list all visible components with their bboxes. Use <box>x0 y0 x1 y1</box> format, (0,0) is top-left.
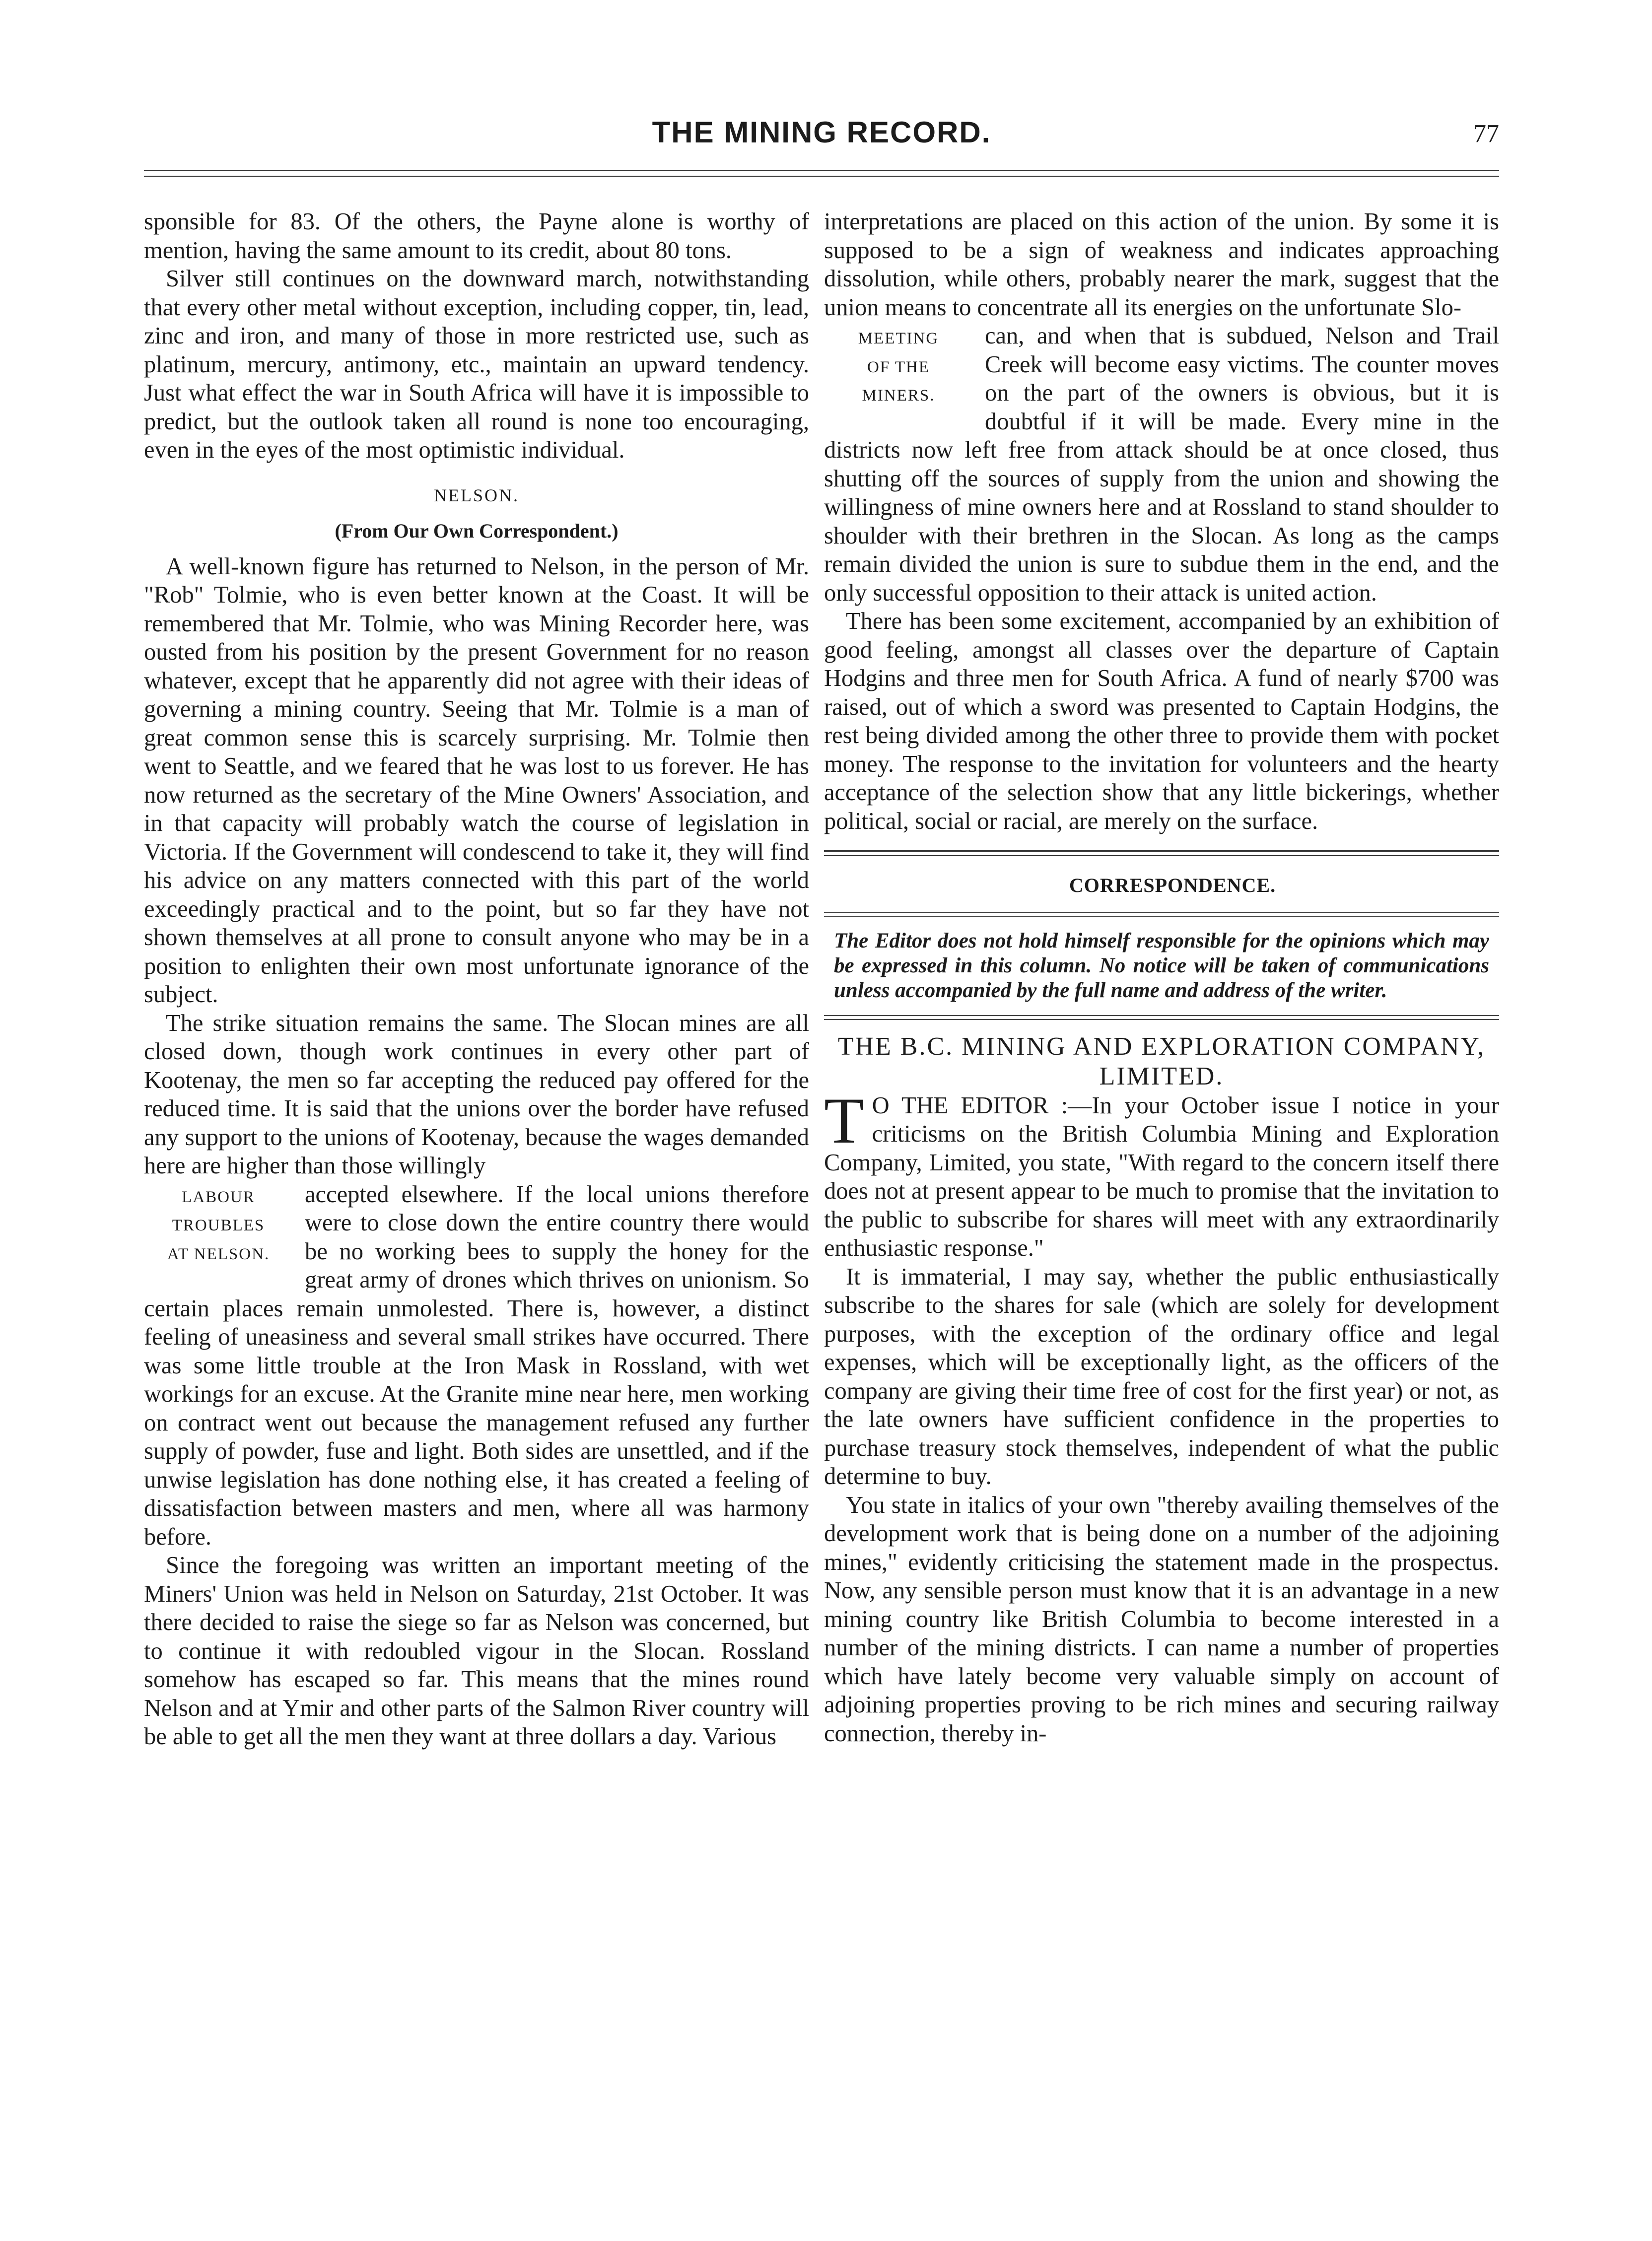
sidenote-line: LABOUR <box>182 1188 255 1206</box>
correspondence-heading: CORRESPONDENCE. <box>1069 874 1276 896</box>
left-paragraph-1: sponsible for 83. Of the others, the Payne alone is worthy of mention, having the same amount to its credit, about 80 tons. <box>144 208 809 264</box>
sidenote-line: TROUBLES <box>172 1217 265 1234</box>
publication-title: THE MINING RECORD. <box>652 116 991 149</box>
letter-opening-text: O THE EDITOR :—In your October issue I notice in your criticisms on the British Columbia Mining and Exploration Company, Limited, you state, "With regard to the concern itself there does not at present appear to be much to promise that the invitation to the public to subscribe for shares will meet with any extraordinarily enthusiastic response." <box>824 1092 1499 1261</box>
section-rule <box>824 1015 1499 1020</box>
sidenote-line: MEETING <box>858 330 939 347</box>
sidenote-line: MINERS. <box>862 387 935 405</box>
section-rule <box>824 912 1499 917</box>
left-paragraph-2: Silver still continues on the downward march, notwithstanding that every other metal without exception, including copper, tin, lead, zinc and iron, and many of those in more restricted use, such as platinum, mercury, antimony, etc., maintain an upward tendency. Just what effect the war in South Africa will have it is impossible to predict, but the outlook taken all round is none too encouraging, even in the eyes of the most optimistic individual. <box>144 266 809 463</box>
right-paragraph-2: There has been some excitement, accompanied by an exhibition of good feeling, amongst all classes over the departure of Captain Hodgins and three men for South Africa. A fund of nearly $700 was raised, out of which a sword was presented to Captain Hodgins, the rest being divided among the other three to provide them with pocket money. The response to the invitation for volunteers and the hearty acceptance of the selection show that any little bickerings, whether political, social or racial, are merely on the surface. <box>824 608 1499 834</box>
byline: (From Our Own Correspondent.) <box>335 520 619 542</box>
right-paragraph-1: interpretations are placed on this action of the union. By some it is supposed to be a sign of weakness and indicates approaching dissolution, while others, probably nearer the mark, suggest that the union means to concentrate all its energies on the unfortunate Slo- <box>824 208 1499 321</box>
right-paragraph-5: You state in italics of your own "thereby availing themselves of the development work that is being done on a number of the adjoining mines," evidently criticising the statement made in the prospectus. Now, any sensible person must know that it is an advantage in a new mining country like British Columbia to become interested in a number of the mining districts. I can name a number of properties which have lately become very valuable simply on account of adjoining properties proving to be rich mines and securing railway connection, thereby in- <box>824 1492 1499 1747</box>
right-paragraph-3 <box>824 1084 1499 1263</box>
article-title: THE B.C. MINING AND EXPLORATION COMPANY, LIMITED. <box>837 1032 1486 1090</box>
editor-disclaimer: The Editor does not hold himself responsible for the opinions which may be expressed in this column. No notice will be taken of communications unless accompanied by the full name and address of the writer. <box>834 929 1489 1002</box>
drop-cap: T <box>824 1084 864 1157</box>
left-paragraph-5: Since the foregoing was written an important meeting of the Miners' Union was held in Nelson on Saturday, 21st October. It was there decided to raise the siege so far as Nelson was concerned, but to continue it with redoubled vigour in the Slocan. Rossland somehow has escaped so far. This means that the mines round Nelson and at Ymir and other parts of the Salmon River country will be able to get all the men they want at three dollars a day. Various <box>144 1552 809 1750</box>
page-header <box>144 115 1499 170</box>
meeting-of-miners-block <box>824 322 1499 607</box>
page-number: 77 <box>1473 120 1499 148</box>
left-paragraph-3: A well-known figure has returned to Nelson, in the person of Mr. "Rob" Tolmie, who is even better known at the Coast. It will be remembered that Mr. Tolmie, who was Mining Recorder here, was ousted from his position by the present Government for no reason whatever, except that he apparently did not agree with their ideas of governing a mining country. Seeing that Mr. Tolmie is a man of great common sense this is scarcely surprising. Mr. Tolmie then went to Seattle, and we feared that he was lost to us forever. He has now returned as the secretary of the Mine Owners' Association, and in that capacity will probably watch the course of legislation in Victoria. If the Government will condescend to take it, they will find his advice on any matters connected with this part of the world exceedingly practical and to the point, but so far they have not shown themselves at all prone to consult anyone who may be in a position to enlighten their own most unfortunate ignorance of the subject. <box>144 553 809 1008</box>
header-rule <box>144 170 1499 177</box>
left-column <box>144 207 809 1751</box>
right-paragraph-1-continued: can, and when that is subdued, Nelson and Trail Creek will become easy victims. The counter moves on the part of the owners is obvious, but it is doubtful if it will be made. Every mine in the districts now left free from attack should be at once closed, thus shutting off the sources of supply from the union and showing the willingness of mine owners here and at Rossland to stand shoulder to shoulder with their brethren in the Slocan. As long as the camps remain divided the union is sure to subdue them in the end, and the only successful opposition to their attack is united action. <box>824 323 1499 606</box>
sidenote-meeting-of-miners <box>824 325 973 410</box>
section-heading-nelson: NELSON. <box>434 485 519 505</box>
left-paragraph-4-continued: accepted elsewhere. If the local unions therefore were to close down the entire country there would be no working bees to supply the honey for the great army of drones which thrives on unionism. So certain places remain unmolested. There is, however, a distinct feeling of uneasiness and several small strikes have occurred. There was some little trouble at the Iron Mask in Rossland, with wet workings for an excuse. At the Granite mine near here, men working on contract went out because the management refused any further supply of powder, fuse and light. Both sides are unsettled, and if the unwise legislation has done nothing else, it has created a feeling of dissatisfaction between masters and men, where all was harmony before. <box>144 1181 809 1550</box>
section-rule <box>824 850 1499 856</box>
right-paragraph-4: It is immaterial, I may say, whether the public enthusiastically subscribe to the shares for sale (which are solely for development purposes, with the exception of the ordinary office and legal expenses, which will be exceptionally light, as the officers of the company are giving their time free of cost for the first year) or not, as the late owners have sufficient confidence in the properties to purchase treasury stock themselves, independent of what the public determine to buy. <box>824 1263 1499 1490</box>
sidenote-labour-troubles <box>144 1183 293 1269</box>
sidenote-line: AT NELSON. <box>167 1245 270 1263</box>
right-column <box>824 207 1499 1748</box>
labour-troubles-block <box>144 1180 809 1552</box>
sidenote-line: OF THE <box>867 358 930 376</box>
left-paragraph-4: The strike situation remains the same. The Slocan mines are all closed down, though work continues in every other part of Kootenay, the men so far accepting the reduced pay offered for the reduced time. It is said that the unions over the border have refused any support to the unions of Kootenay, because the wages demanded here are higher than those willingly <box>144 1010 809 1179</box>
